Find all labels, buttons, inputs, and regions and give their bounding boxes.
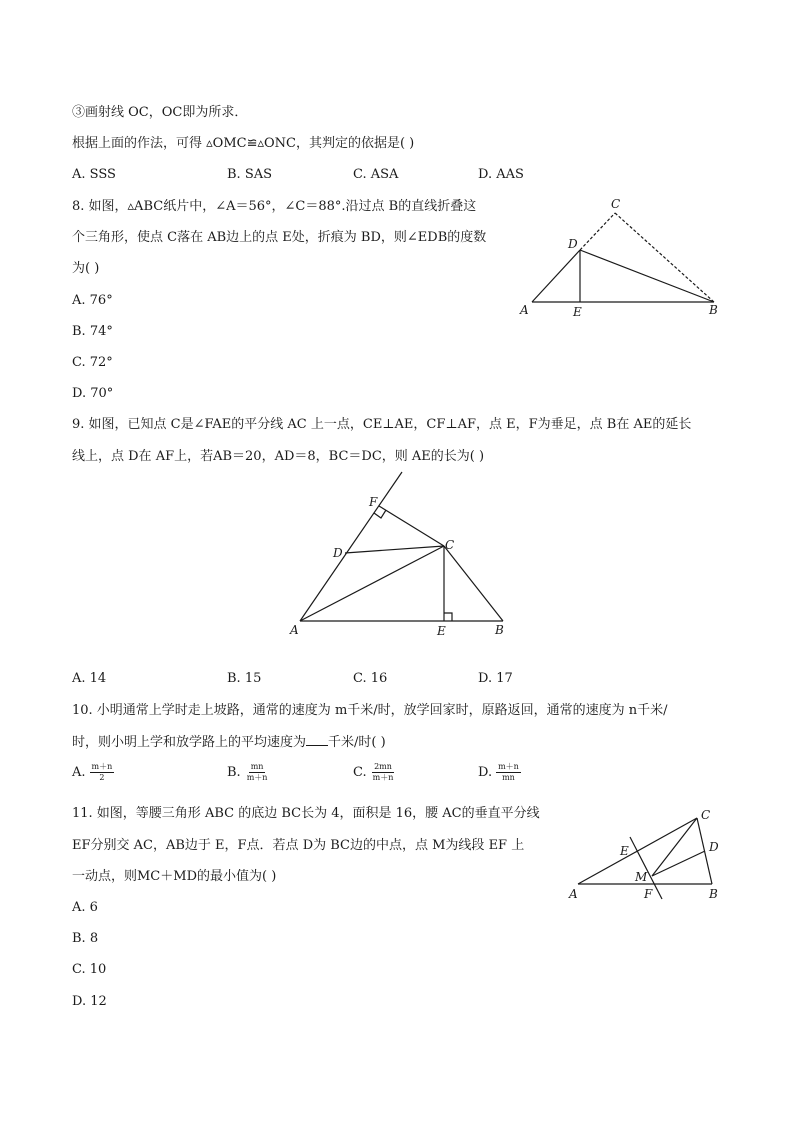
q10-option-b-numerator: mn [250,762,264,771]
q10-option-b-denominator: m＋n [246,773,268,782]
q10-option-a-denominator: 2 [99,773,105,782]
fig9-label-b: B [495,623,504,637]
q10-option-a-label: A. [72,765,86,780]
q8-stem-line2: 个三角形，使点 C落在 AB边上的点 E处，折痕为 BD，则∠EDB的度数 [72,230,487,245]
q9-option-b[interactable]: B. 15 [227,671,262,686]
q10-option-c-denominator: m＋n [372,773,394,782]
fig8-label-e: E [573,305,582,319]
q10-option-c-label: C. [353,765,367,780]
q9-option-a[interactable]: A. 14 [72,671,107,686]
fig11-label-f: F [644,887,653,901]
q8-option-d[interactable]: D. 70° [72,386,114,401]
q11-stem-line3: 一动点，则MC＋MD的最小值为( ) [72,869,277,884]
q10-option-a-numerator: m＋n [91,762,113,771]
fig8-label-a: A [520,303,529,317]
q10-option-d-denominator: mn [502,773,515,782]
q10-stem-pre: 时，则小明上学和放学路上的平均速度为 [72,735,307,750]
q8-option-b[interactable]: B. 74° [72,324,113,339]
text-line-step3: ③画射线 OC，OC即为所求． [72,105,248,120]
q11-option-a[interactable]: A. 6 [72,900,98,915]
fig8-label-d: D [568,237,578,251]
q9-stem-line1: 9. 如图，已知点 C是∠FAE的平分线 AC 上一点，CE⊥AE，CF⊥AF，点 E，F为垂足，点 B在 AE的延长 [72,417,692,432]
fig11-label-e: E [620,844,629,858]
q9-option-c[interactable]: C. 16 [353,671,388,686]
fig8-label-c: C [611,197,621,211]
q10-option-d-label: D. [478,765,493,780]
fig9-label-e: E [437,624,446,638]
fig9-label-d: D [333,546,343,560]
q11-option-b[interactable]: B. 8 [72,931,99,946]
fig11-seg-md [652,851,705,876]
q9-option-d[interactable]: D. 17 [478,671,513,686]
fig11-seg-mc [652,818,697,876]
q10-stem-line1: 10. 小明通常上学时走上坡路，通常的速度为 m千米/时，放学回家时，原路返回，通常的速度为 n千米/ [72,703,668,718]
fig9-label-c: C [445,538,455,552]
q7-option-c[interactable]: C. ASA [353,167,399,182]
q10-option-c-numerator: 2mn [374,762,392,771]
q11-stem-line1: 11. 如图，等腰三角形 ABC 的底边 BC长为 4，面积是 16，腰 AC的垂直平分线 [72,806,540,821]
q10-option-b-label: B. [227,765,241,780]
fig11-label-m: M [635,870,648,884]
q11-option-c[interactable]: C. 10 [72,962,107,977]
q9-stem-line2: 线上，点 D在 AF上，若AB＝20，AD＝8，BC＝DC，则 AE的长为( ) [72,449,485,464]
q8-stem-line3: 为( ) [72,261,100,276]
q7-option-a[interactable]: A. SSS [72,167,116,182]
fig11-label-d: D [709,840,719,854]
fig9-label-f: F [369,495,378,509]
q10-option-d-numerator: m＋n [498,762,519,771]
fig11-label-c: C [701,808,711,822]
q7-option-b[interactable]: B. SAS [227,167,273,182]
q8-stem-line1: 8. 如图，▵ABC纸片中，∠A＝56°，∠C＝88°.沿过点 B的直线折叠这 [72,199,477,214]
text-line-criterion: 根据上面的作法，可得 ▵OMC≌▵ONC，其判定的依据是( ) [72,136,415,151]
fig11-label-b: B [709,887,718,901]
fig11-label-a: A [569,887,578,901]
q11-option-d[interactable]: D. 12 [72,994,107,1009]
q7-option-d[interactable]: D. AAS [478,167,524,182]
fig8-label-b: B [709,303,718,317]
q10-stem-post: 千米/时( ) [328,735,386,750]
q8-option-c[interactable]: C. 72° [72,355,113,370]
fig9-label-a: A [290,623,299,637]
q8-option-a[interactable]: A. 76° [72,293,113,308]
q11-stem-line2: EF分别交 AC，AB边于 E，F点．若点 D为 BC边的中点，点 M为线段 EF 上 [72,838,525,853]
